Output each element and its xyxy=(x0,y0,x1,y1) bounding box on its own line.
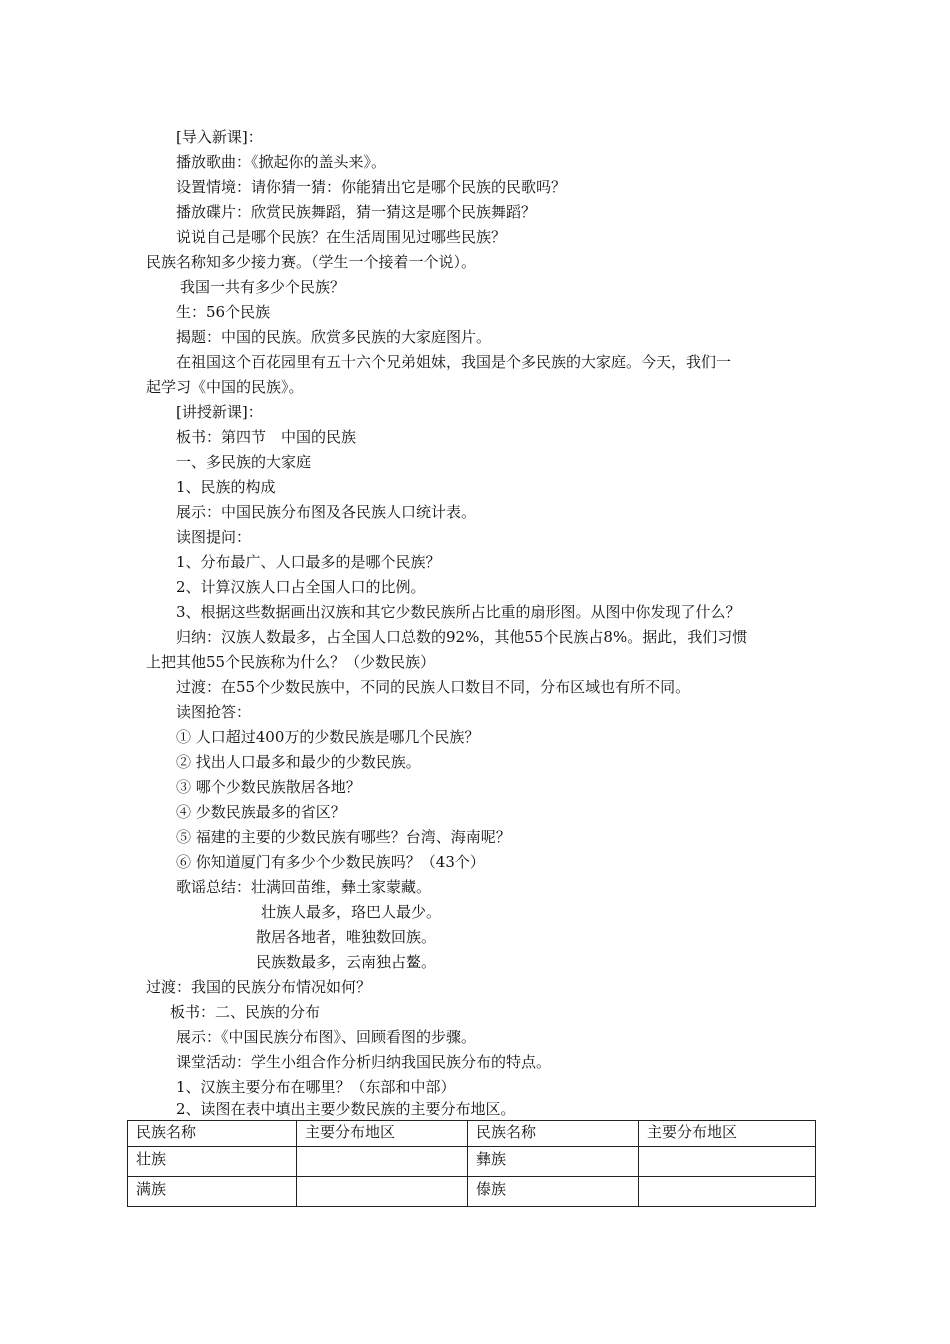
table-cell: 满族 xyxy=(128,1177,297,1207)
table-cell-blank[interactable] xyxy=(297,1147,468,1177)
rhyme-line: 歌谣总结：壮满回苗维，彝土家蒙藏。 xyxy=(176,878,432,896)
quiz-item: ⑤ 福建的主要的少数民族有哪些？台湾、海南呢？ xyxy=(176,828,511,846)
text-line: 播放歌曲：《掀起你的盖头来》。 xyxy=(176,153,387,171)
question-item: 3、根据这些数据画出汉族和其它少数民族所占比重的扇形图。从图中你发现了什么？ xyxy=(176,603,741,621)
text-line: 读图提问： xyxy=(176,528,252,546)
text-line: 课堂活动：学生小组合作分析归纳我国民族分布的特点。 xyxy=(176,1053,552,1071)
text-line: 2、读图在表中填出主要少数民族的主要分布地区。 xyxy=(176,1100,516,1118)
text-line: 过渡：在55个少数民族中，不同的民族人口数目不同，分布区域也有所不同。 xyxy=(176,678,691,696)
table-cell: 壮族 xyxy=(128,1147,297,1177)
table-row xyxy=(128,1177,816,1207)
text-line: 民族名称知多少接力赛。（学生一个接着一个说）。 xyxy=(146,253,477,271)
quiz-item: ① 人口超过400万的少数民族是哪几个民族？ xyxy=(176,728,480,746)
rhyme-line: 散居各地者，唯独数回族。 xyxy=(256,928,437,946)
quiz-item: ② 找出人口最多和最少的少数民族。 xyxy=(176,753,421,771)
quiz-item: ③ 哪个少数民族散居各地？ xyxy=(176,778,361,796)
text-line: 上把其他55个民族称为什么？（少数民族） xyxy=(146,653,436,671)
text-line: 板书：二、民族的分布 xyxy=(170,1003,321,1021)
rhyme-line: 民族数最多，云南独占鳌。 xyxy=(256,953,437,971)
quiz-item: ⑥ 你知道厦门有多少个少数民族吗？（43个） xyxy=(176,853,485,871)
text-line: 说说自己是哪个民族？在生活周围见过哪些民族？ xyxy=(176,228,507,246)
table-cell: 傣族 xyxy=(468,1177,639,1207)
text-line: 在祖国这个百花园里有五十六个兄弟姐妹，我国是个多民族的大家庭。今天，我们一 xyxy=(176,353,732,371)
text-line: 播放碟片：欣赏民族舞蹈，猜一猜这是哪个民族舞蹈？ xyxy=(176,203,537,221)
text-line: 生：56个民族 xyxy=(176,303,271,321)
text-line: 归纳：汉族人数最多，占全国人口总数的92%，其他55个民族占8%。据此，我们习惯 xyxy=(176,628,748,646)
rhyme-line: 壮族人最多，珞巴人最少。 xyxy=(261,903,442,921)
question-item: 1、分布最广、人口最多的是哪个民族？ xyxy=(176,553,441,571)
ethnic-distribution-table xyxy=(127,1120,816,1207)
table-cell-blank[interactable] xyxy=(639,1147,816,1177)
table-header-cell: 民族名称 xyxy=(468,1121,639,1147)
text-line: 1、汉族主要分布在哪里？（东部和中部） xyxy=(176,1078,456,1096)
table-header-cell: 民族名称 xyxy=(128,1121,297,1147)
table-cell-blank[interactable] xyxy=(297,1177,468,1207)
text-line: 展示：中国民族分布图及各民族人口统计表。 xyxy=(176,503,477,521)
text-line: 读图抢答： xyxy=(176,703,252,721)
text-line: 我国一共有多少个民族？ xyxy=(180,278,346,296)
text-line: 过渡：我国的民族分布情况如何？ xyxy=(146,978,372,996)
question-item: 2、计算汉族人口占全国人口的比例。 xyxy=(176,578,426,596)
section-heading-new-lesson: [讲授新课]： xyxy=(176,403,263,421)
table-row xyxy=(128,1147,816,1177)
quiz-item: ④ 少数民族最多的省区？ xyxy=(176,803,346,821)
text-line: 设置情境：请你猜一猜：你能猜出它是哪个民族的民歌吗？ xyxy=(176,178,567,196)
section-heading-intro: [导入新课]： xyxy=(176,128,263,146)
text-line: 板书：第四节 中国的民族 xyxy=(176,428,357,446)
text-line: 揭题：中国的民族。欣赏多民族的大家庭图片。 xyxy=(176,328,492,346)
text-line: 展示：《中国民族分布图》、回顾看图的步骤。 xyxy=(176,1028,477,1046)
table-cell: 彝族 xyxy=(468,1147,639,1177)
table-cell-blank[interactable] xyxy=(639,1177,816,1207)
subheading: 1、民族的构成 xyxy=(176,478,276,496)
text-line: 起学习《中国的民族》。 xyxy=(146,378,304,396)
subheading: 一、多民族的大家庭 xyxy=(176,453,312,471)
table-header-cell: 主要分布地区 xyxy=(639,1121,816,1147)
table-header-cell: 主要分布地区 xyxy=(297,1121,468,1147)
table-header-row xyxy=(128,1121,816,1147)
